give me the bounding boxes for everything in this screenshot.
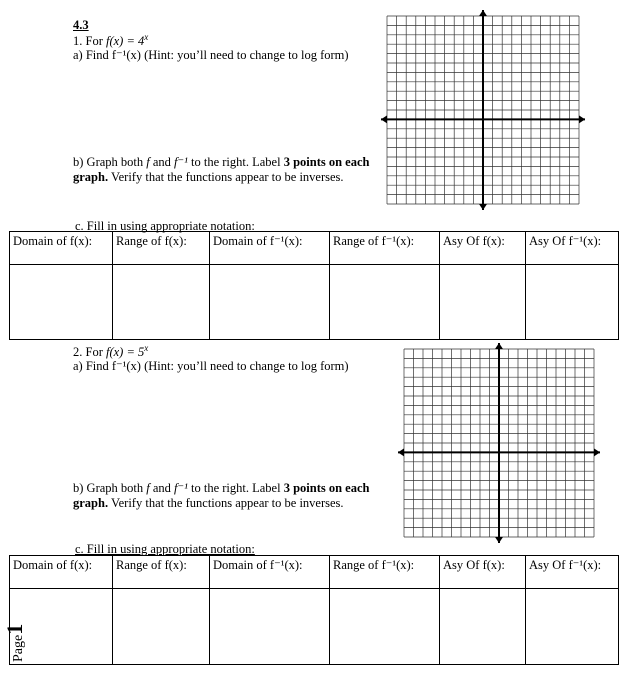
page-label — [2, 624, 28, 662]
problem1-part-a: a) Find f⁻¹(x) (Hint: you’ll need to change to log form) — [73, 48, 349, 62]
y-axis-down-arrow-icon — [495, 537, 503, 543]
problem2-table-header-row — [10, 556, 619, 589]
problem2-part-b-bold: 3 points on each graph. — [73, 481, 370, 510]
p2-answer-asy-f[interactable] — [440, 589, 526, 665]
page-label-number: 1 — [2, 623, 27, 635]
p1-header-asy-f: Asy Of f(x): — [440, 232, 526, 265]
p2-header-asy-f: Asy Of f(x): — [440, 556, 526, 589]
p1-header-domain-finv: Domain of f⁻¹(x): — [210, 232, 330, 265]
problem2-part-c: c. Fill in using appropriate notation: — [75, 542, 255, 556]
p2-header-range-finv: Range of f⁻¹(x): — [330, 556, 440, 589]
p2-header-domain-f: Domain of f(x): — [10, 556, 113, 589]
y-axis-up-arrow-icon — [479, 10, 487, 16]
y-axis-down-arrow-icon — [479, 204, 487, 210]
problem2-part-b-prefix: b) Graph both — [73, 481, 147, 495]
problem1-exponent: x — [144, 32, 149, 42]
problem1-part-b-end: Verify that the functions appear to be inverses. — [108, 170, 344, 184]
p2-header-asy-finv: Asy Of f⁻¹(x): — [526, 556, 619, 589]
problem2-part-b-finv: f⁻¹ — [174, 481, 188, 495]
problem1-part-b-bold: 3 points on each graph. — [73, 155, 370, 184]
problem2-exponent: x — [144, 343, 149, 353]
p2-answer-range-f[interactable] — [113, 589, 210, 665]
problem1-table-answer-row — [10, 265, 619, 340]
section-heading: 4.3 — [73, 18, 89, 32]
problem2-part-a: a) Find f⁻¹(x) (Hint: you’ll need to change to log form) — [73, 359, 349, 373]
problem1-part-b-mid: to the right. Label — [187, 155, 284, 169]
p1-answer-asy-f[interactable] — [440, 265, 526, 340]
p1-answer-domain-finv[interactable] — [210, 265, 330, 340]
problem1-notation-table — [9, 231, 619, 340]
x-axis-right-arrow-icon — [594, 448, 600, 456]
problem2-part-b-and: and — [149, 481, 175, 495]
problem1-table-header-row — [10, 232, 619, 265]
p1-header-domain-f: Domain of f(x): — [10, 232, 113, 265]
problem2-part-b-f: f — [146, 481, 150, 495]
p1-answer-range-f[interactable] — [113, 265, 210, 340]
p2-answer-domain-finv[interactable] — [210, 589, 330, 665]
problem2-part-b-mid: to the right. Label — [187, 481, 284, 495]
p1-header-asy-finv: Asy Of f⁻¹(x): — [526, 232, 619, 265]
problem1-part-b-and: and — [149, 155, 175, 169]
problem2-part-b-end: Verify that the functions appear to be inverses. — [108, 496, 344, 510]
p1-answer-domain-f[interactable] — [10, 265, 113, 340]
problem2-part-b — [73, 481, 373, 511]
p1-header-range-finv: Range of f⁻¹(x): — [330, 232, 440, 265]
p2-answer-range-finv[interactable] — [330, 589, 440, 665]
problem1-part-b-f: f — [146, 155, 150, 169]
problem1-prefix: 1. For — [73, 34, 106, 49]
problem1-part-b — [73, 155, 373, 185]
problem2-table-answer-row — [10, 589, 619, 665]
p1-header-range-f: Range of f(x): — [113, 232, 210, 265]
p2-answer-asy-finv[interactable] — [526, 589, 619, 665]
page-label-word: Page — [11, 634, 26, 662]
problem2-graph-grid[interactable] — [398, 343, 600, 543]
p2-header-range-f: Range of f(x): — [113, 556, 210, 589]
x-axis-left-arrow-icon — [381, 115, 387, 123]
problem1-part-c: c. Fill in using appropriate notation: — [75, 219, 255, 233]
p1-answer-asy-finv[interactable] — [526, 265, 619, 340]
problem2-function: f(x) = 5 — [106, 345, 145, 360]
p1-answer-range-finv[interactable] — [330, 265, 440, 340]
problem2-notation-table — [9, 555, 619, 665]
y-axis-up-arrow-icon — [495, 343, 503, 349]
problem1-part-b-prefix: b) Graph both — [73, 155, 147, 169]
problem1-part-b-finv: f⁻¹ — [174, 155, 188, 169]
x-axis-right-arrow-icon — [579, 115, 585, 123]
problem1-function: f(x) = 4 — [106, 34, 145, 49]
problem1-graph-grid[interactable] — [381, 10, 585, 210]
problem2-prefix: 2. For — [73, 345, 106, 360]
p2-header-domain-finv: Domain of f⁻¹(x): — [210, 556, 330, 589]
x-axis-left-arrow-icon — [398, 448, 404, 456]
